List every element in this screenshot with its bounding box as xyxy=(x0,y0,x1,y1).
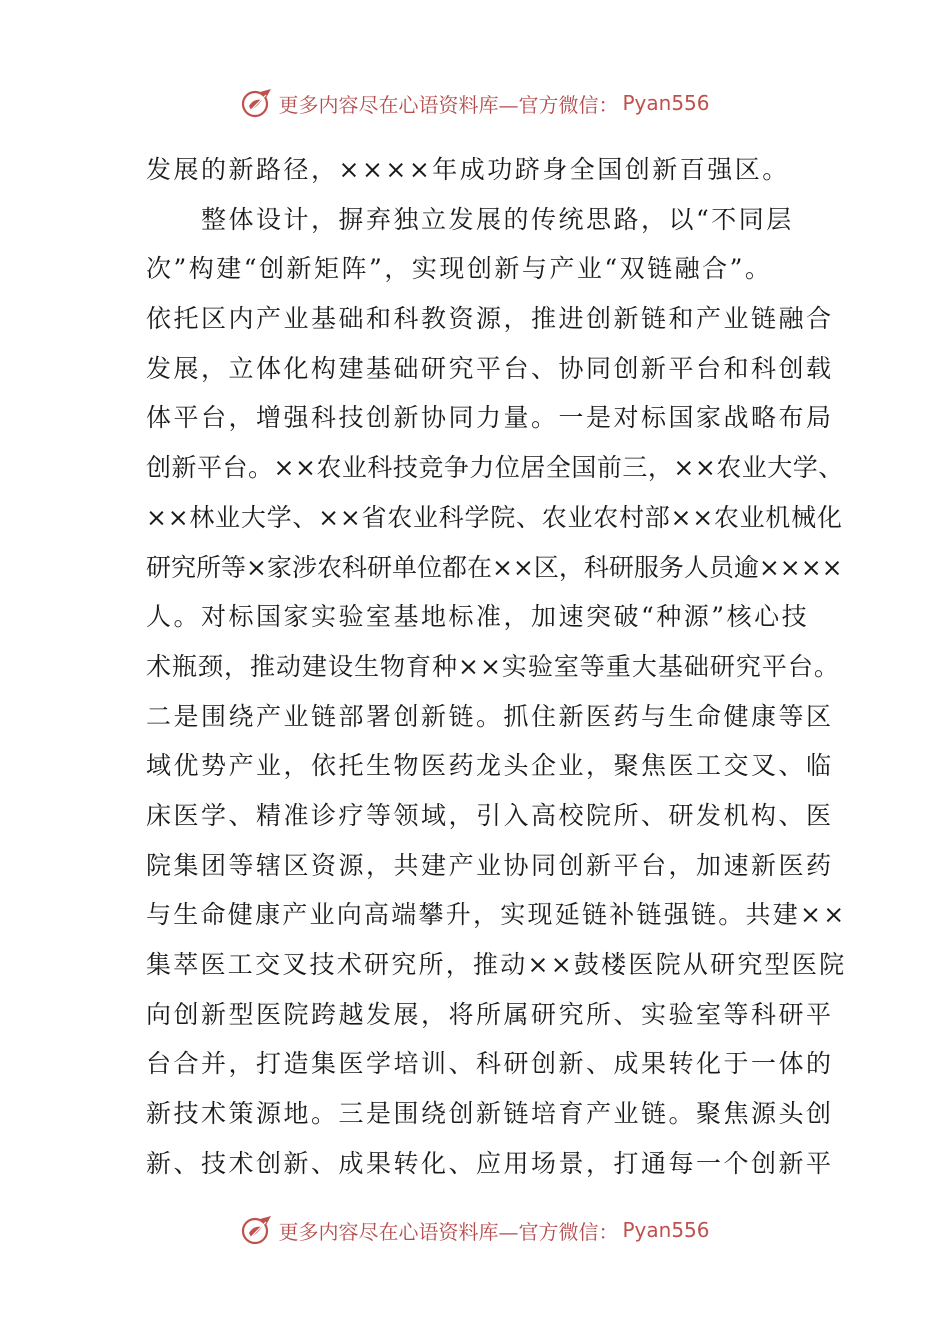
body-line: 二是围绕产业链部署创新链。抓住新医药与生命健康等区 xyxy=(146,701,834,731)
body-line: 集萃医工交叉技术研究所，推动××鼓楼医院从研究型医院 xyxy=(146,950,847,979)
body-line: 发展，立体化构建基础研究平台、协同创新平台和科创载 xyxy=(146,353,834,383)
body-line: 新技术策源地。三是围绕创新链培育产业链。聚焦源头创 xyxy=(146,1099,834,1129)
footer-banner-text: 更多内容尽在心语资料库—官方微信： xyxy=(278,1219,619,1244)
footer-banner-inner xyxy=(240,1213,709,1247)
header-banner-inner xyxy=(240,86,709,120)
pen-nib-circle-icon xyxy=(240,86,274,120)
pen-nib-circle-icon xyxy=(240,1213,274,1247)
body-line: 研究所等×家涉农科研单位都在××区，科研服务人员逾×××× xyxy=(146,552,843,582)
body-line: 体平台，增强科技创新协同力量。一是对标国家战略布局 xyxy=(146,403,834,433)
footer-banner xyxy=(0,1210,950,1250)
body-line: 新、技术创新、成果转化、应用场景，打通每一个创新平 xyxy=(146,1148,834,1178)
body-line: ××林业大学、××省农业科学院、农业农村部××农业机械化 xyxy=(146,502,843,532)
body-line: 整体设计，摒弃独立发展的传统思路，以“不同层 xyxy=(146,204,794,234)
body-line: 向创新型医院跨越发展，将所属研究所、实验室等科研平 xyxy=(146,999,834,1029)
header-banner xyxy=(0,83,950,123)
body-line: 发展的新路径，××××年成功跻身全国创新百强区。 xyxy=(146,155,790,184)
body-line: 与生命健康产业向高端攀升，实现延链补链强链。共建×× xyxy=(146,900,847,930)
body-line: 次”构建“创新矩阵”，实现创新与产业“双链融合”。 xyxy=(146,254,773,284)
body-line: 床医学、精准诊疗等领域，引入高校院所、研发机构、医 xyxy=(146,800,834,830)
header-banner-text: 更多内容尽在心语资料库—官方微信： xyxy=(278,92,619,117)
footer-wechat-id: Pyan556 xyxy=(622,1218,710,1242)
body-line: 院集团等辖区资源，共建产业协同创新平台，加速新医药 xyxy=(146,850,834,880)
body-line: 依托区内产业基础和科教资源，推进创新链和产业链融合 xyxy=(146,304,834,334)
body-line: 创新平台。××农业科技竞争力位居全国前三，××农业大学、 xyxy=(146,453,844,483)
header-wechat-id: Pyan556 xyxy=(622,91,710,115)
body-line: 人。对标国家实验室基地标准，加速突破“种源”核心技 xyxy=(146,602,810,632)
body-line: 术瓶颈，推动建设生物育种××实验室等重大基础研究平台。 xyxy=(146,651,840,681)
body-line: 域优势产业，依托生物医药龙头企业，聚焦医工交叉、临 xyxy=(146,751,834,781)
document-body xyxy=(146,145,847,1188)
body-line: 台合并，打造集医学培训、科研创新、成果转化于一体的 xyxy=(146,1049,834,1079)
